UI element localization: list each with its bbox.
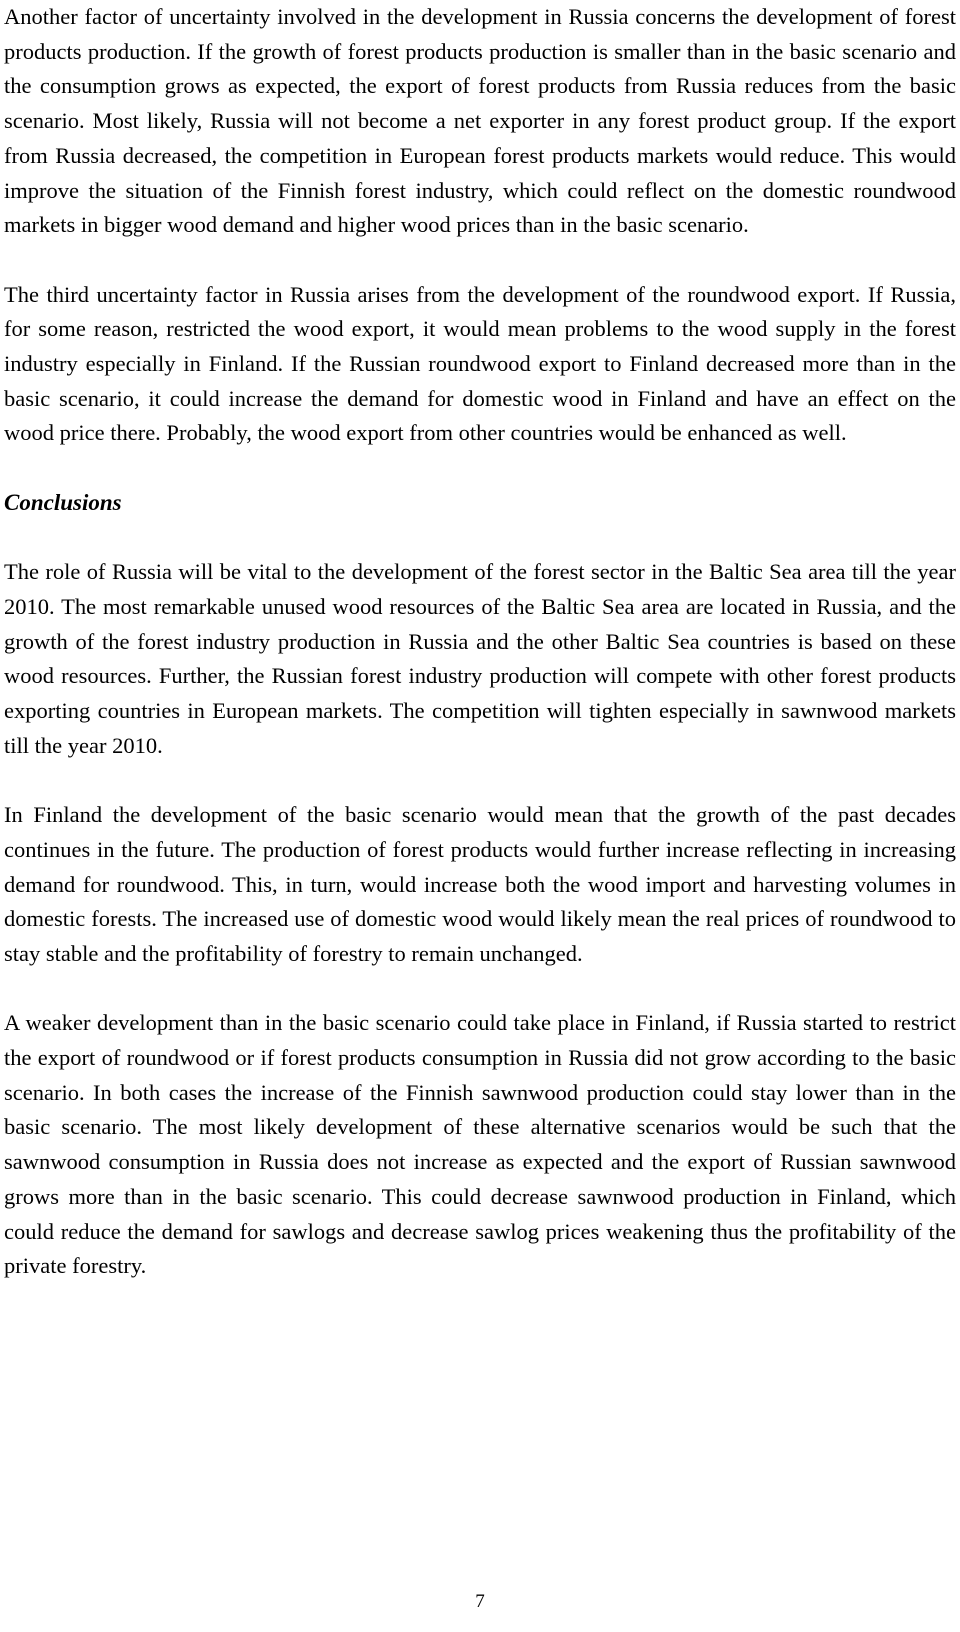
section-heading-conclusions: Conclusions [4, 489, 122, 515]
paragraph-finland-basic-scenario: In Finland the development of the basic scenario would mean that the growth of the past decades continues in the future. The production of forest products would further increase reflecting in increasing demand for roundwood. This, in turn, would increase both the wood import and harvesting volumes in domestic forests. The increased use of domestic wood would likely mean the real prices of roundwood to stay stable and the profitability of forestry to remain unchanged. [4, 802, 956, 966]
paragraph-forest-products-uncertainty: Another factor of uncertainty involved in the development in Russia concerns the development of forest products production. If the growth of forest products production is smaller than in the basic scenario and the consumption grows as expected, the export of forest products from Russia reduces from the basic scenario. Most likely, Russia will not become a net exporter in any forest product group. If the export from Russia decreased, the competition in European forest products markets would reduce. This would improve the situation of the Finnish forest industry, which could reflect on the domestic roundwood markets in bigger wood demand and higher wood prices than in the basic scenario. [4, 4, 956, 238]
page-number: 7 [475, 1591, 485, 1612]
paragraph-weaker-development: A weaker development than in the basic scenario could take place in Finland, if Russia started to restrict the export of roundwood or if forest products consumption in Russia did not grow according to the basic scenario. In both cases the increase of the Finnish sawnwood production could stay lower than in the basic scenario. The most likely development of these alternative scenarios would be such that the sawnwood consumption in Russia does not increase as expected and the export of Russian sawnwood grows more than in the basic scenario. This could decrease sawnwood production in Finland, which could reduce the demand for sawlogs and decrease sawlog prices weakening thus the profitability of the private forestry. [4, 1010, 956, 1279]
paragraph-roundwood-export-uncertainty: The third uncertainty factor in Russia arises from the development of the roundwood export. If Russia, for some reason, restricted the wood export, it would mean problems to the wood supply in the forest industry especially in Finland. If the Russian roundwood export to Finland decreased more than in the basic scenario, it could increase the demand for domestic wood in Finland and have an effect on the wood price there. Probably, the wood export from other countries would be enhanced as well. [4, 281, 956, 446]
paragraph-role-of-russia: The role of Russia will be vital to the development of the forest sector in the Baltic Sea area till the year 2010. The most remarkable unused wood resources of the Baltic Sea area are located in Russia, and the growth of the forest industry production in Russia and the other Baltic Sea countries is based on these wood resources. Further, the Russian forest industry production will compete with other forest products exporting countries in European markets. The competition will tighten especially in sawnwood markets till the year 2010. [4, 559, 956, 758]
document-page [4, 0, 956, 1284]
